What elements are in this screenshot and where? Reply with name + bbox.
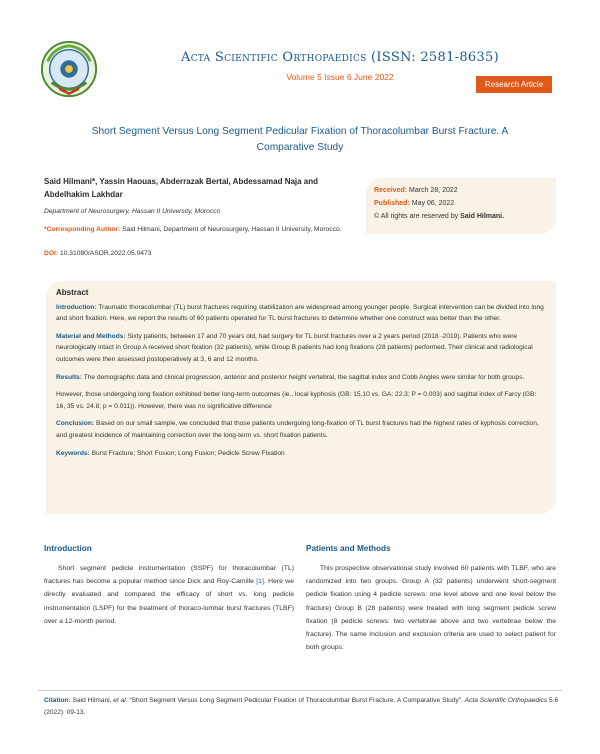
rights-name: Said Hilmani. bbox=[460, 213, 505, 220]
reference-link[interactable]: [1] bbox=[256, 578, 264, 586]
introduction-text-b: . Here we directly evaluated and compared the efficacy of short vs. long pedicle instrumentation (LSPF) for the treatment of thoraco-lumbar burst fractures (TLBF) over a 12-month period. bbox=[44, 578, 294, 625]
abstract-methods-text: Sixty patients, between 17 and 70 years old, had surgery for TL burst fractures over a 2 years period (2018 -2019). Patients who were neurologically intact in Group A received short fixation (32 patients), while Group B patients had long fixations (28 patients) performed. Their clinical and radiological outcomes were then assessed postoperatively at 3, 6 and 12 months. bbox=[56, 332, 533, 363]
methods-heading: Patients and Methods bbox=[306, 544, 391, 553]
citation-issue: 5.6 (2022): 09-13. bbox=[44, 697, 559, 716]
abstract-box bbox=[46, 281, 556, 514]
received-label: Received: bbox=[374, 187, 408, 194]
introduction-text-a: Short segment pedicle instrumentation (SSPF) for thoracolumbar (TL) fractures has become a popular method since Dick and Roy-Camille bbox=[44, 565, 294, 586]
abstract-intro-text: Traumatic thoracolumbar (TL) burst fractures requiring stabilization are widespread among younger people. Surgical intervention can be divided into long and short fixation. Here, we report the results of 60 patients operated for TL burst fractures to determine whether one construct was better than the other. bbox=[56, 303, 544, 323]
abstract-results-2: However, those undergoing long fixation exhibited better long-term outcomes (ie., local kyphosis (GB: 15.10 vs. GA: 22.3; P = 0.003) and sagittal index of Farcy (GB: 16, 35 vs. 24.8; p = 0.011)). However, there was no significative difference bbox=[56, 391, 537, 410]
corresponding-text: Said Hilmani, Department of Neurosurgery, Hassan II University, Morocco. bbox=[122, 226, 342, 233]
citation-journal: Acta Scientific Orthopaedics bbox=[464, 697, 548, 704]
citation-etal: et al. bbox=[113, 697, 128, 704]
citation-title: “Short Segment Versus Long Segment Pedicular Fixation of Thoracolumbar Burst Fracture. A Comparative Study”. bbox=[129, 697, 463, 704]
journal-name: Acta Scientific Orthopaedics (ISSN: 2581-8635) bbox=[181, 50, 499, 65]
keywords-label: Keywords: bbox=[56, 449, 90, 457]
keywords-text: Burst Fracture; Short Fusion; Long Fusion; Pedicle Screw Fixation bbox=[91, 449, 285, 457]
abstract-intro-label: Introduction: bbox=[56, 303, 97, 311]
doi-label: DOI: bbox=[44, 250, 59, 257]
introduction-heading: Introduction bbox=[44, 544, 92, 553]
abstract-results-label: Results: bbox=[56, 373, 83, 381]
footer-divider bbox=[38, 690, 562, 691]
corresponding-author bbox=[44, 224, 344, 236]
abstract-results bbox=[56, 372, 546, 384]
journal-logo-icon bbox=[40, 40, 98, 98]
citation bbox=[44, 695, 564, 719]
author-list: Said Hilmani*, Yassin Haouas, Abderrazak Bertal, Abdessamad Naja and Abdelhakim Lakhdar bbox=[44, 177, 319, 199]
published-date: May 06, 2022 bbox=[411, 200, 455, 207]
doi bbox=[44, 250, 344, 257]
published-label: Published: bbox=[374, 200, 410, 207]
article-type-badge: Research Article bbox=[476, 76, 552, 93]
abstract-heading: Abstract bbox=[56, 288, 89, 297]
corresponding-label: *Corresponding Author: bbox=[44, 226, 121, 233]
article-title: Short Segment Versus Long Segment Pedicular Fixation of Thoracolumbar Burst Fracture. A Comparative Study bbox=[91, 126, 509, 153]
abstract-methods-label: Material and Methods: bbox=[56, 332, 126, 340]
dates-box bbox=[366, 178, 556, 234]
abstract-keywords bbox=[56, 448, 546, 460]
introduction-text bbox=[44, 562, 294, 628]
abstract-conclusion bbox=[56, 418, 546, 441]
abstract-conclusion-label: Conclusion: bbox=[56, 420, 95, 428]
rights-text: © All rights are reserved by bbox=[374, 213, 459, 220]
abstract-introduction bbox=[56, 302, 546, 325]
abstract-conclusion-text: Based on our small sample, we concluded that those patients undergoing long-fixation of TL burst fractures had the highest rates of kyphosis correction, and greatest incidence of maintaining correction over the long-term vs. short fixation patients. bbox=[56, 420, 539, 439]
abstract-results-text: The demographic data and clinical progression, anterior and posterior height vertebral, the sagittal index and Cobb Angles were similar for both groups. bbox=[83, 373, 525, 381]
department: Department of Neurosurgery, Hassan II University, Morocco bbox=[44, 208, 221, 215]
abstract-methods bbox=[56, 331, 546, 366]
methods-text: This prospective observational study involved 60 patients with TLBF, who are randomized into two groups. Group A (32 patients) underwent short-segment pedicle fixation using 4 pedicle screws: one level above and one level below the fracture) Group B (28 patients) were treated with long segment pedicle screw fixation (8 pedicle screws: two vertebrae above and two vertebrae below the fracture). The same Inclusion and exclusion criteria are used to select patient for both groups. bbox=[306, 565, 556, 652]
citation-authors: Said Hilmani, bbox=[72, 697, 112, 704]
volume-issue: Volume 5 Issue 6 June 2022 bbox=[286, 72, 394, 82]
doi-value[interactable]: 10.31080/ASOR.2022.05.0473 bbox=[59, 250, 152, 257]
citation-label: Citation: bbox=[44, 697, 71, 704]
received-date: March 28, 2022 bbox=[409, 187, 458, 194]
